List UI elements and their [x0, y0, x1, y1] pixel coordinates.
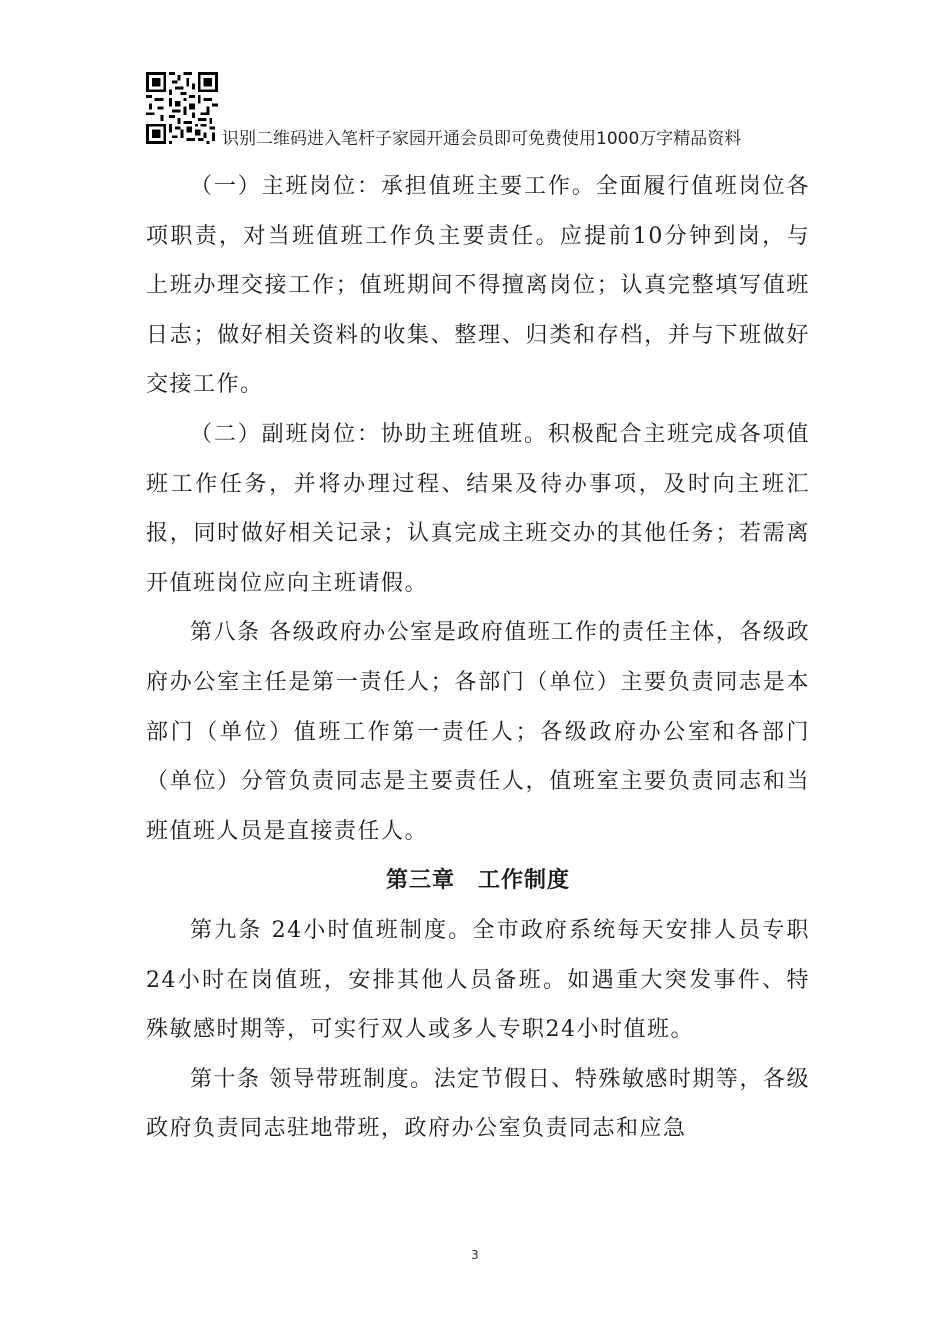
document-body — [146, 162, 810, 1154]
paragraph-deputy-shift: （二）副班岗位：协助主班值班。积极配合主班完成各项值班工作任务，并将办理过程、结果及待办事项，及时向主班汇报，同时做好相关记录；认真完成主班交办的其他任务；若需离开值班岗位应向主班请假。 — [146, 421, 810, 596]
paragraph-article-8: 第八条 各级政府办公室是政府值班工作的责任主体，各级政府办公室主任是第一责任人；各部门（单位）主要负责同志是本部门（单位）值班工作第一责任人；各级政府办公室和各部门（单位）分管负责同志是主要责任人，值班室主要负责同志和当班值班人员是直接责任人。 — [146, 620, 810, 844]
promo-banner-text: 识别二维码进入笔杆子家园开通会员即可免费使用1000万字精品资料 — [222, 129, 742, 149]
paragraph-article-10: 第十条 领导带班制度。法定节假日、特殊敏感时期等，各级政府负责同志驻地带班，政府办公室负责同志和应急 — [146, 1066, 810, 1142]
chapter-heading: 第三章 工作制度 — [385, 868, 570, 894]
page-number: 3 — [471, 1248, 479, 1262]
paragraph-main-shift: （一）主班岗位：承担值班主要工作。全面履行值班岗位各项职责，对当班值班工作负主要责任。应提前10分钟到岗，与上班办理交接工作；值班期间不得擅离岗位；认真完整填写值班日志；做好相关资料的收集、整理、归类和存档，并与下班做好交接工作。 — [146, 174, 810, 398]
qr-code-icon — [146, 72, 218, 144]
paragraph-article-9: 第九条 24小时值班制度。全市政府系统每天安排人员专职24小时在岗值班，安排其他人员备班。如遇重大突发事件、特殊敏感时期等，可实行双人或多人专职24小时值班。 — [146, 917, 810, 1043]
